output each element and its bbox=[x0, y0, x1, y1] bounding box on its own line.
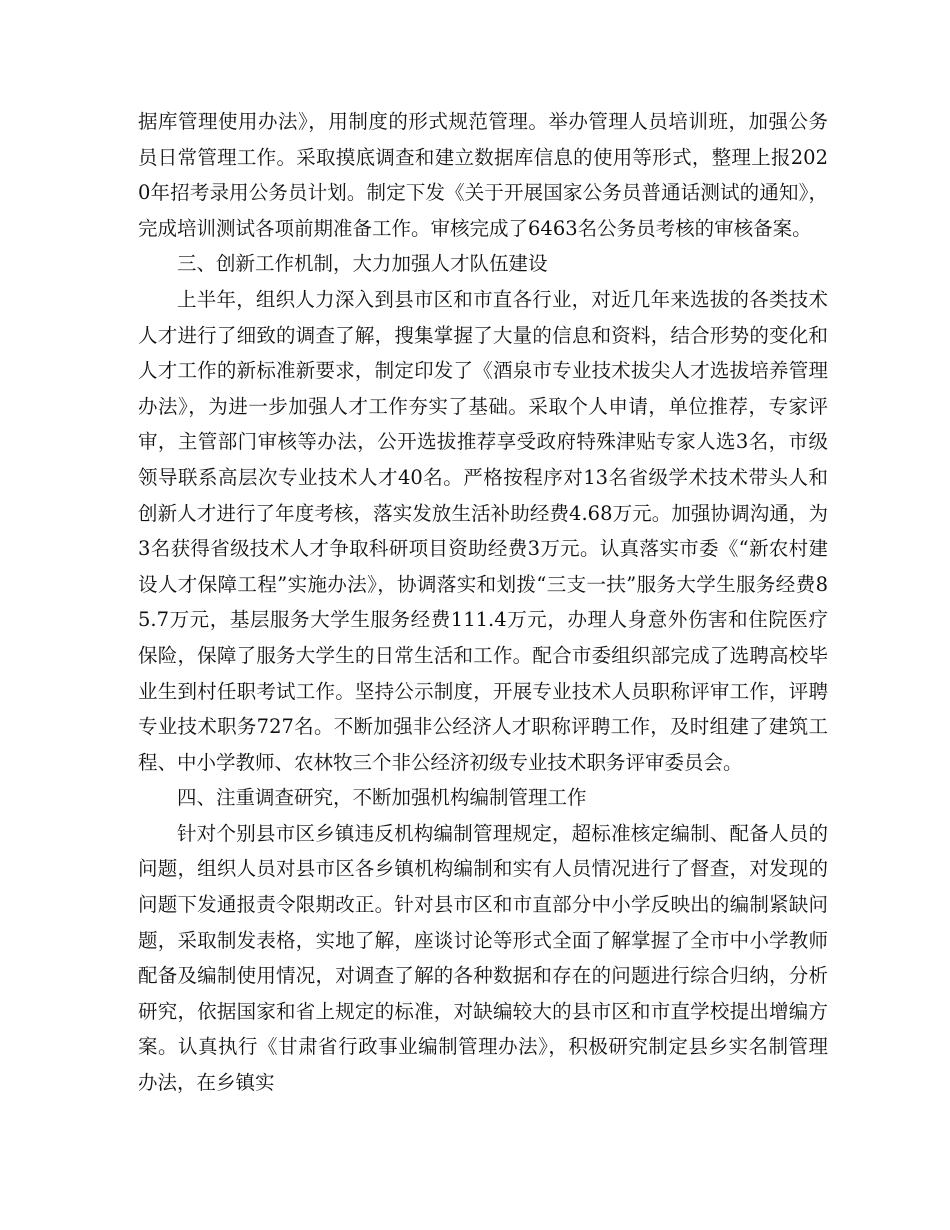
paragraph-talent: 上半年，组织人力深入到县市区和市直各行业，对近几年来选拔的各类技术人才进行了细致的调查了解，搜集掌握了大量的信息和资料，结合形势的变化和人才工作的新标准新要求，制定印发了《酒泉市专业技术拔尖人才选拔培养管理办法》，为进一步加强人才工作夯实了基础。采取个人申请，单位推荐，专家评审，主管部门审核等办法，公开选拔推荐享受政府特殊津贴专家人选3名，市级领导联系高层次专业技术人才40名。严格按程序对13名省级学术技术带头人和创新人才进行了年度考核，落实发放生活补助经费4.68万元。加强协调沟通，为3名获得省级技术人才争取科研项目资助经费3万元。认真落实市委《“新农村建设人才保障工程”实施办法》，协调落实和划拨“三支一扶”服务大学生服务经费85.7万元，基层服务大学生服务经费111.4万元，办理人身意外伤害和住院医疗保险，保障了服务大学生的日常生活和工作。配合市委组织部完成了选聘高校毕业生到村任职考试工作。坚持公示制度，开展专业技术人员职称评审工作，评聘专业技术职务727名。不断加强非公经济人才职称评聘工作，及时组建了建筑工程、中小学教师、农林牧三个非公经济初级专业技术职务评审委员会。 bbox=[138, 287, 828, 774]
section-heading-4: 四、注重调查研究，不断加强机构编制管理工作 bbox=[177, 786, 587, 810]
document-body bbox=[138, 104, 828, 1101]
paragraph-staffing: 针对个别县市区乡镇违反机构编制管理规定，超标准核定编制、配备人员的问题，组织人员对县市区各乡镇机构编制和实有人员情况进行了督查，对发现的问题下发通报责令限期改正。针对县市区和市直部分中小学反映出的编制紧缺问题，采取制发表格，实地了解，座谈讨论等形式全面了解掌握了全市中小学教师配备及编制使用情况，对调查了解的各种数据和存在的问题进行综合归纳，分析研究，依据国家和省上规定的标准，对缺编较大的县市区和市直学校提出增编方案。认真执行《甘肃省行政事业编制管理办法》，积极研究制定县乡实名制管理办法，在乡镇实 bbox=[138, 821, 828, 1095]
paragraph-continuation: 据库管理使用办法》，用制度的形式规范管理。举办管理人员培训班，加强公务员日常管理工作。采取摸底调查和建立数据库信息的使用等形式，整理上报2020年招考录用公务员计划。制定下发《关于开展国家公务员普通话测试的通知》，完成培训测试各项前期准备工作。审核完成了6463名公务员考核的审核备案。 bbox=[138, 110, 828, 240]
section-heading-3: 三、创新工作机制，大力加强人才队伍建设 bbox=[177, 252, 548, 276]
